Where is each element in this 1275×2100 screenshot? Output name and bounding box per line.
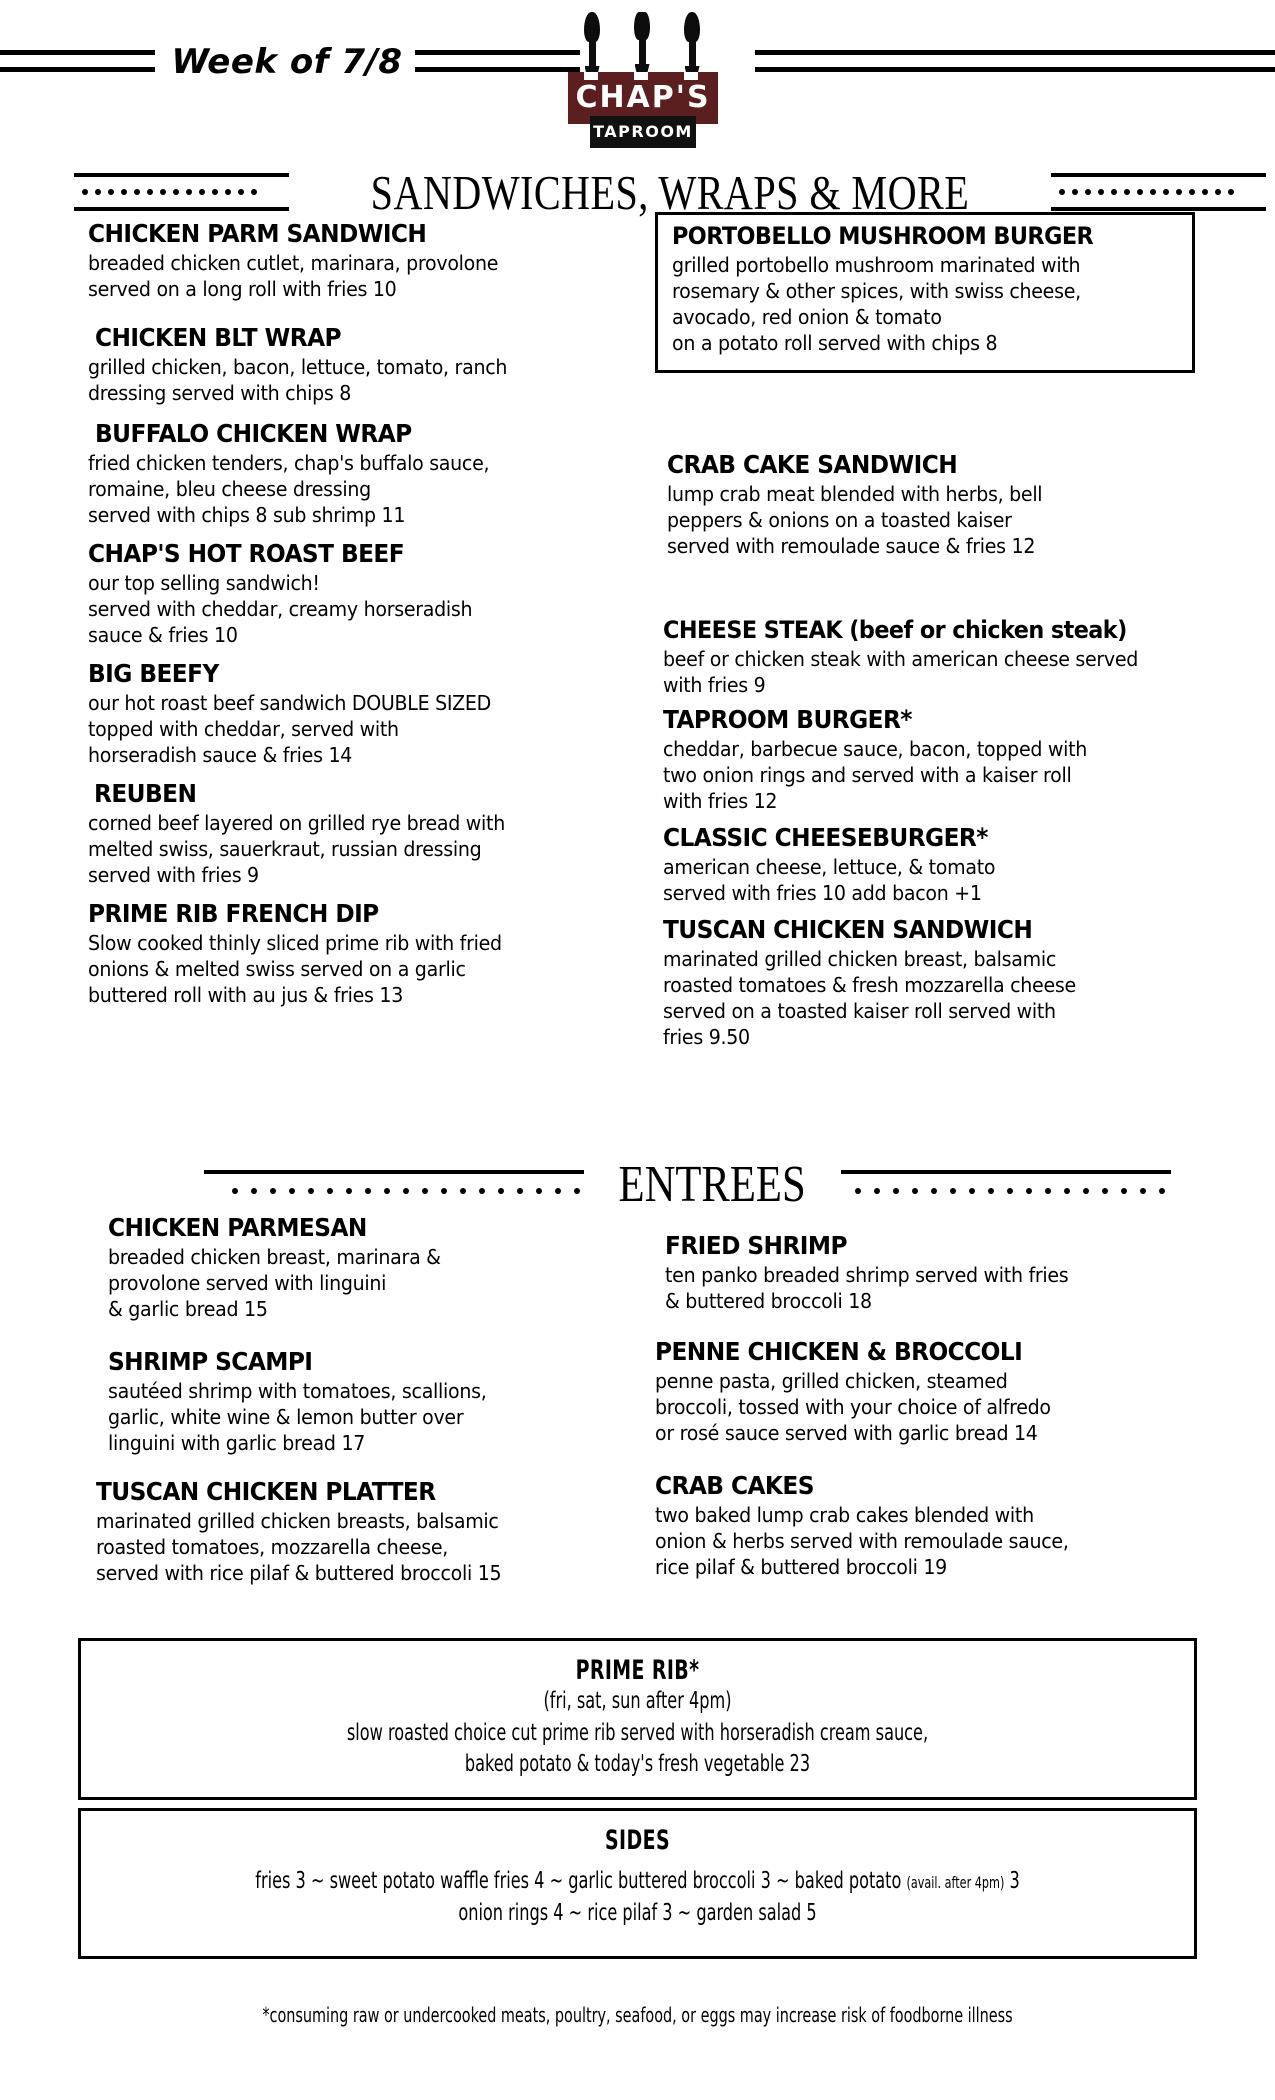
decoration-line xyxy=(74,207,289,211)
desc-line: sautéed shrimp with tomatoes, scallions, xyxy=(108,1379,487,1403)
menu-item-description xyxy=(672,252,1155,356)
desc-line: & garlic bread 15 xyxy=(108,1297,268,1321)
desc-line: with fries 9 xyxy=(663,672,766,697)
decoration-line xyxy=(841,1170,1171,1174)
menu-item-name: REUBEN xyxy=(94,779,197,808)
desc-line: melted swiss, sauerkraut, russian dressing xyxy=(88,837,482,861)
menu-item-name: TUSCAN CHICKEN PLATTER xyxy=(96,1477,436,1506)
menu-item-description xyxy=(88,930,563,1008)
sides-availability-note: (avail. after 4pm) xyxy=(906,1873,1005,1893)
menu-item-description xyxy=(655,1368,1168,1446)
menu-item-description xyxy=(665,1262,1169,1314)
menu-item-description xyxy=(108,1244,583,1322)
desc-line: served with chips 8 sub shrimp 11 xyxy=(88,503,406,527)
sides-title: SIDES xyxy=(605,1825,670,1857)
rule-line xyxy=(755,67,1275,72)
menu-item xyxy=(663,824,1195,906)
menu-item-name: CHICKEN PARM SANDWICH xyxy=(88,219,427,248)
sides-line-2: onion rings 4 ~ rice pilaf 3 ~ garden salad 5 xyxy=(458,1899,817,1926)
sandwiches-columns xyxy=(0,220,1275,1150)
menu-item-description xyxy=(667,481,1169,559)
sides-line-1 xyxy=(203,1866,1071,1898)
desc-line: penne pasta, grilled chicken, steamed xyxy=(655,1369,1008,1393)
rule-line xyxy=(415,67,580,72)
desc-line: avocado, red onion & tomato xyxy=(672,304,942,329)
desc-line: breaded chicken breast, marinara & xyxy=(108,1245,441,1269)
menu-item-name: PENNE CHICKEN & BROCCOLI xyxy=(655,1337,1023,1366)
desc-line: linguini with garlic bread 17 xyxy=(108,1431,366,1455)
menu-item-description xyxy=(96,1508,582,1586)
entrees-left-column xyxy=(96,1213,608,1586)
menu-item xyxy=(655,1338,1195,1446)
prime-rib-desc-line: baked potato & today's fresh vegetable 23 xyxy=(464,1751,811,1778)
desc-line: cheddar, barbecue sauce, bacon, topped with xyxy=(663,736,1088,761)
menu-item-name: CRAB CAKES xyxy=(655,1471,814,1500)
rule-line xyxy=(755,50,1275,55)
menu-item xyxy=(663,617,1195,698)
menu-item-name: CHEESE STEAK (beef or chicken steak) xyxy=(663,615,1127,644)
desc-line: our top selling sandwich! xyxy=(88,571,320,595)
menu-item-name: CHAP'S HOT ROAST BEEF xyxy=(88,539,405,568)
prime-rib-box xyxy=(78,1638,1197,1800)
desc-line: or rosé sauce served with garlic bread 14 xyxy=(655,1421,1038,1445)
menu-item-description xyxy=(663,646,1168,698)
masthead xyxy=(0,0,1275,160)
desc-line: served on a toasted kaiser roll served with xyxy=(663,998,1056,1023)
desc-line: american cheese, lettuce, & tomato xyxy=(663,854,996,879)
disclaimer-footnote: *consuming raw or undercooked meats, poultry, seafood, or eggs may increase risk of foodborne illness xyxy=(262,2002,1013,2027)
desc-line: onion & herbs served with remoulade sauce, xyxy=(655,1529,1069,1553)
desc-line: buttered roll with au jus & fries 13 xyxy=(88,983,404,1007)
menu-item-description xyxy=(663,736,1168,814)
desc-line: roasted tomatoes, mozzarella cheese, xyxy=(96,1535,449,1559)
section-decoration-left xyxy=(204,1170,584,1198)
desc-line: served on a long roll with fries 10 xyxy=(88,277,397,301)
desc-line: rice pilaf & buttered broccoli 19 xyxy=(655,1555,947,1579)
desc-line: rosemary & other spices, with swiss cheese, xyxy=(672,278,1081,303)
desc-line: sauce & fries 10 xyxy=(88,623,238,647)
section-header-entrees xyxy=(0,1154,1275,1214)
menu-item xyxy=(88,220,588,302)
sandwiches-left-column xyxy=(88,220,588,1008)
menu-item-name: CRAB CAKE SANDWICH xyxy=(667,449,958,479)
desc-line: corned beef layered on grilled rye bread with xyxy=(88,811,505,835)
menu-item-description xyxy=(655,1502,1168,1580)
sides-box xyxy=(78,1808,1197,1958)
desc-line: two baked lump crab cakes blended with xyxy=(655,1503,1034,1527)
desc-line: peppers & onions on a toasted kaiser xyxy=(667,507,1012,532)
menu-item-description xyxy=(88,810,563,888)
desc-line: onions & melted swiss served on a garlic xyxy=(88,957,466,981)
section-decoration-left xyxy=(74,173,289,211)
menu-item xyxy=(88,323,588,406)
desc-line: served with remoulade sauce & fries 12 xyxy=(667,533,1036,558)
menu-item-name: BIG BEEFY xyxy=(88,659,219,688)
tap-handle-icon xyxy=(584,12,600,80)
menu-item-name: TUSCAN CHICKEN SANDWICH xyxy=(663,914,1033,944)
desc-line: grilled chicken, bacon, lettuce, tomato, ranch xyxy=(88,355,508,379)
menu-item-description xyxy=(88,450,563,528)
section-title-sandwiches: SANDWICHES, WRAPS & MORE xyxy=(370,164,970,220)
rule-line xyxy=(0,50,155,55)
desc-line: beef or chicken steak with american cheese served xyxy=(663,646,1139,671)
desc-line: provolone served with linguini xyxy=(108,1271,387,1295)
desc-line: two onion rings and served with a kaiser roll xyxy=(663,762,1072,787)
sides-text: fries 3 ~ sweet potato waffle fries 4 ~ garlic buttered broccoli 3 ~ baked potato xyxy=(255,1868,907,1895)
desc-line: lump crab meat blended with herbs, bell xyxy=(667,481,1043,506)
desc-line: grilled portobello mushroom marinated with xyxy=(672,252,1081,277)
desc-line: on a potato roll served with chips 8 xyxy=(672,330,998,355)
menu-item-featured xyxy=(655,212,1195,373)
desc-line: fries 9.50 xyxy=(663,1024,750,1049)
desc-line: & buttered broccoli 18 xyxy=(665,1289,872,1313)
header-rule-right xyxy=(755,50,1275,72)
logo-brand-text: CHAP'S xyxy=(575,80,711,115)
week-of-label: Week of 7/8 xyxy=(171,42,403,82)
menu-item-name: PORTOBELLO MUSHROOM BURGER xyxy=(672,222,1094,250)
menu-item-description xyxy=(108,1378,583,1456)
desc-line: romaine, bleu cheese dressing xyxy=(88,477,371,501)
entrees-right-column xyxy=(655,1214,1195,1580)
menu-item-name: TAPROOM BURGER* xyxy=(663,704,912,734)
prime-rib-title: PRIME RIB* xyxy=(575,1655,700,1686)
desc-line: our hot roast beef sandwich DOUBLE SIZED xyxy=(88,691,491,715)
menu-item xyxy=(88,779,588,888)
decoration-line xyxy=(1051,173,1266,177)
menu-item xyxy=(108,1214,608,1322)
menu-item-name: CHICKEN PARMESAN xyxy=(108,1213,367,1242)
menu-item-name: FRIED SHRIMP xyxy=(665,1231,847,1260)
rule-line xyxy=(415,50,580,55)
tap-handle-icon xyxy=(684,12,700,80)
menu-item-description xyxy=(88,570,563,648)
desc-line: fried chicken tenders, chap's buffalo sauce, xyxy=(88,451,490,475)
menu-item-name: BUFFALO CHICKEN WRAP xyxy=(95,419,412,448)
menu-item-name: SHRIMP SCAMPI xyxy=(108,1347,313,1376)
menu-item-description xyxy=(663,854,1168,906)
section-decoration-right xyxy=(1051,173,1266,211)
beer-tap-handles-icon xyxy=(572,8,714,80)
menu-item xyxy=(88,540,588,648)
header-rule-left xyxy=(0,50,155,72)
decoration-dots xyxy=(841,1184,1171,1198)
decoration-line xyxy=(1051,207,1266,211)
menu-item xyxy=(96,1478,608,1586)
menu-item xyxy=(655,1472,1195,1580)
menu-item-description xyxy=(88,690,563,768)
desc-line: marinated grilled chicken breasts, balsamic xyxy=(96,1509,499,1533)
chaps-taproom-logo xyxy=(558,8,728,148)
desc-line: horseradish sauce & fries 14 xyxy=(88,743,353,767)
decoration-line xyxy=(74,173,289,177)
decoration-dots xyxy=(1051,185,1266,199)
sides-price: 3 xyxy=(1004,1868,1020,1895)
desc-line: dressing served with chips 8 xyxy=(88,381,352,405)
menu-item xyxy=(108,1348,608,1456)
section-title-entrees: ENTREES xyxy=(618,1155,807,1213)
menu-item-name: CLASSIC CHEESEBURGER* xyxy=(663,822,988,852)
menu-item xyxy=(88,900,588,1008)
menu-item xyxy=(88,660,588,768)
decoration-dots xyxy=(74,185,289,199)
desc-line: served with rice pilaf & buttered broccoli 15 xyxy=(96,1561,502,1585)
desc-line: broccoli, tossed with your choice of alfredo xyxy=(655,1395,1051,1419)
desc-line: with fries 12 xyxy=(663,788,778,813)
rule-line xyxy=(0,67,155,72)
desc-line: marinated grilled chicken breast, balsamic xyxy=(663,946,1056,971)
desc-line: Slow cooked thinly sliced prime rib with fried xyxy=(88,931,502,955)
decoration-dots xyxy=(204,1184,584,1198)
sandwiches-right-column xyxy=(655,220,1195,1050)
desc-line: served with fries 9 xyxy=(88,863,259,887)
menu-item xyxy=(667,451,1195,559)
menu-item xyxy=(665,1232,1195,1314)
entrees-columns xyxy=(0,1214,1275,1634)
menu-item xyxy=(663,706,1195,814)
logo-sub-text: TAPROOM xyxy=(593,122,693,141)
section-decoration-right xyxy=(841,1170,1171,1198)
menu-item xyxy=(88,419,588,528)
prime-rib-hours: (fri, sat, sun after 4pm) xyxy=(543,1688,732,1714)
menu-item-name: PRIME RIB FRENCH DIP xyxy=(88,899,379,928)
decoration-line xyxy=(204,1170,584,1174)
desc-line: breaded chicken cutlet, marinara, provolone xyxy=(88,251,499,275)
header-rule-middle xyxy=(415,50,580,72)
desc-line: garlic, white wine & lemon butter over xyxy=(108,1405,464,1429)
desc-line: topped with cheddar, served with xyxy=(88,717,399,741)
menu-item-description xyxy=(88,354,563,406)
menu-item-name: CHICKEN BLT WRAP xyxy=(95,323,341,352)
menu-item-description xyxy=(88,250,563,302)
desc-line: roasted tomatoes & fresh mozzarella cheese xyxy=(663,972,1076,997)
tap-handle-icon xyxy=(634,12,650,78)
prime-rib-desc-line: slow roasted choice cut prime rib served with horseradish cream sauce, xyxy=(346,1719,929,1746)
menu-item xyxy=(663,916,1195,1050)
desc-line: served with cheddar, creamy horseradish xyxy=(88,597,473,621)
desc-line: served with fries 10 add bacon +1 xyxy=(663,880,982,905)
desc-line: ten panko breaded shrimp served with fries xyxy=(665,1263,1069,1287)
logo-sub-sign xyxy=(590,116,696,148)
menu-item-description xyxy=(663,946,1168,1050)
